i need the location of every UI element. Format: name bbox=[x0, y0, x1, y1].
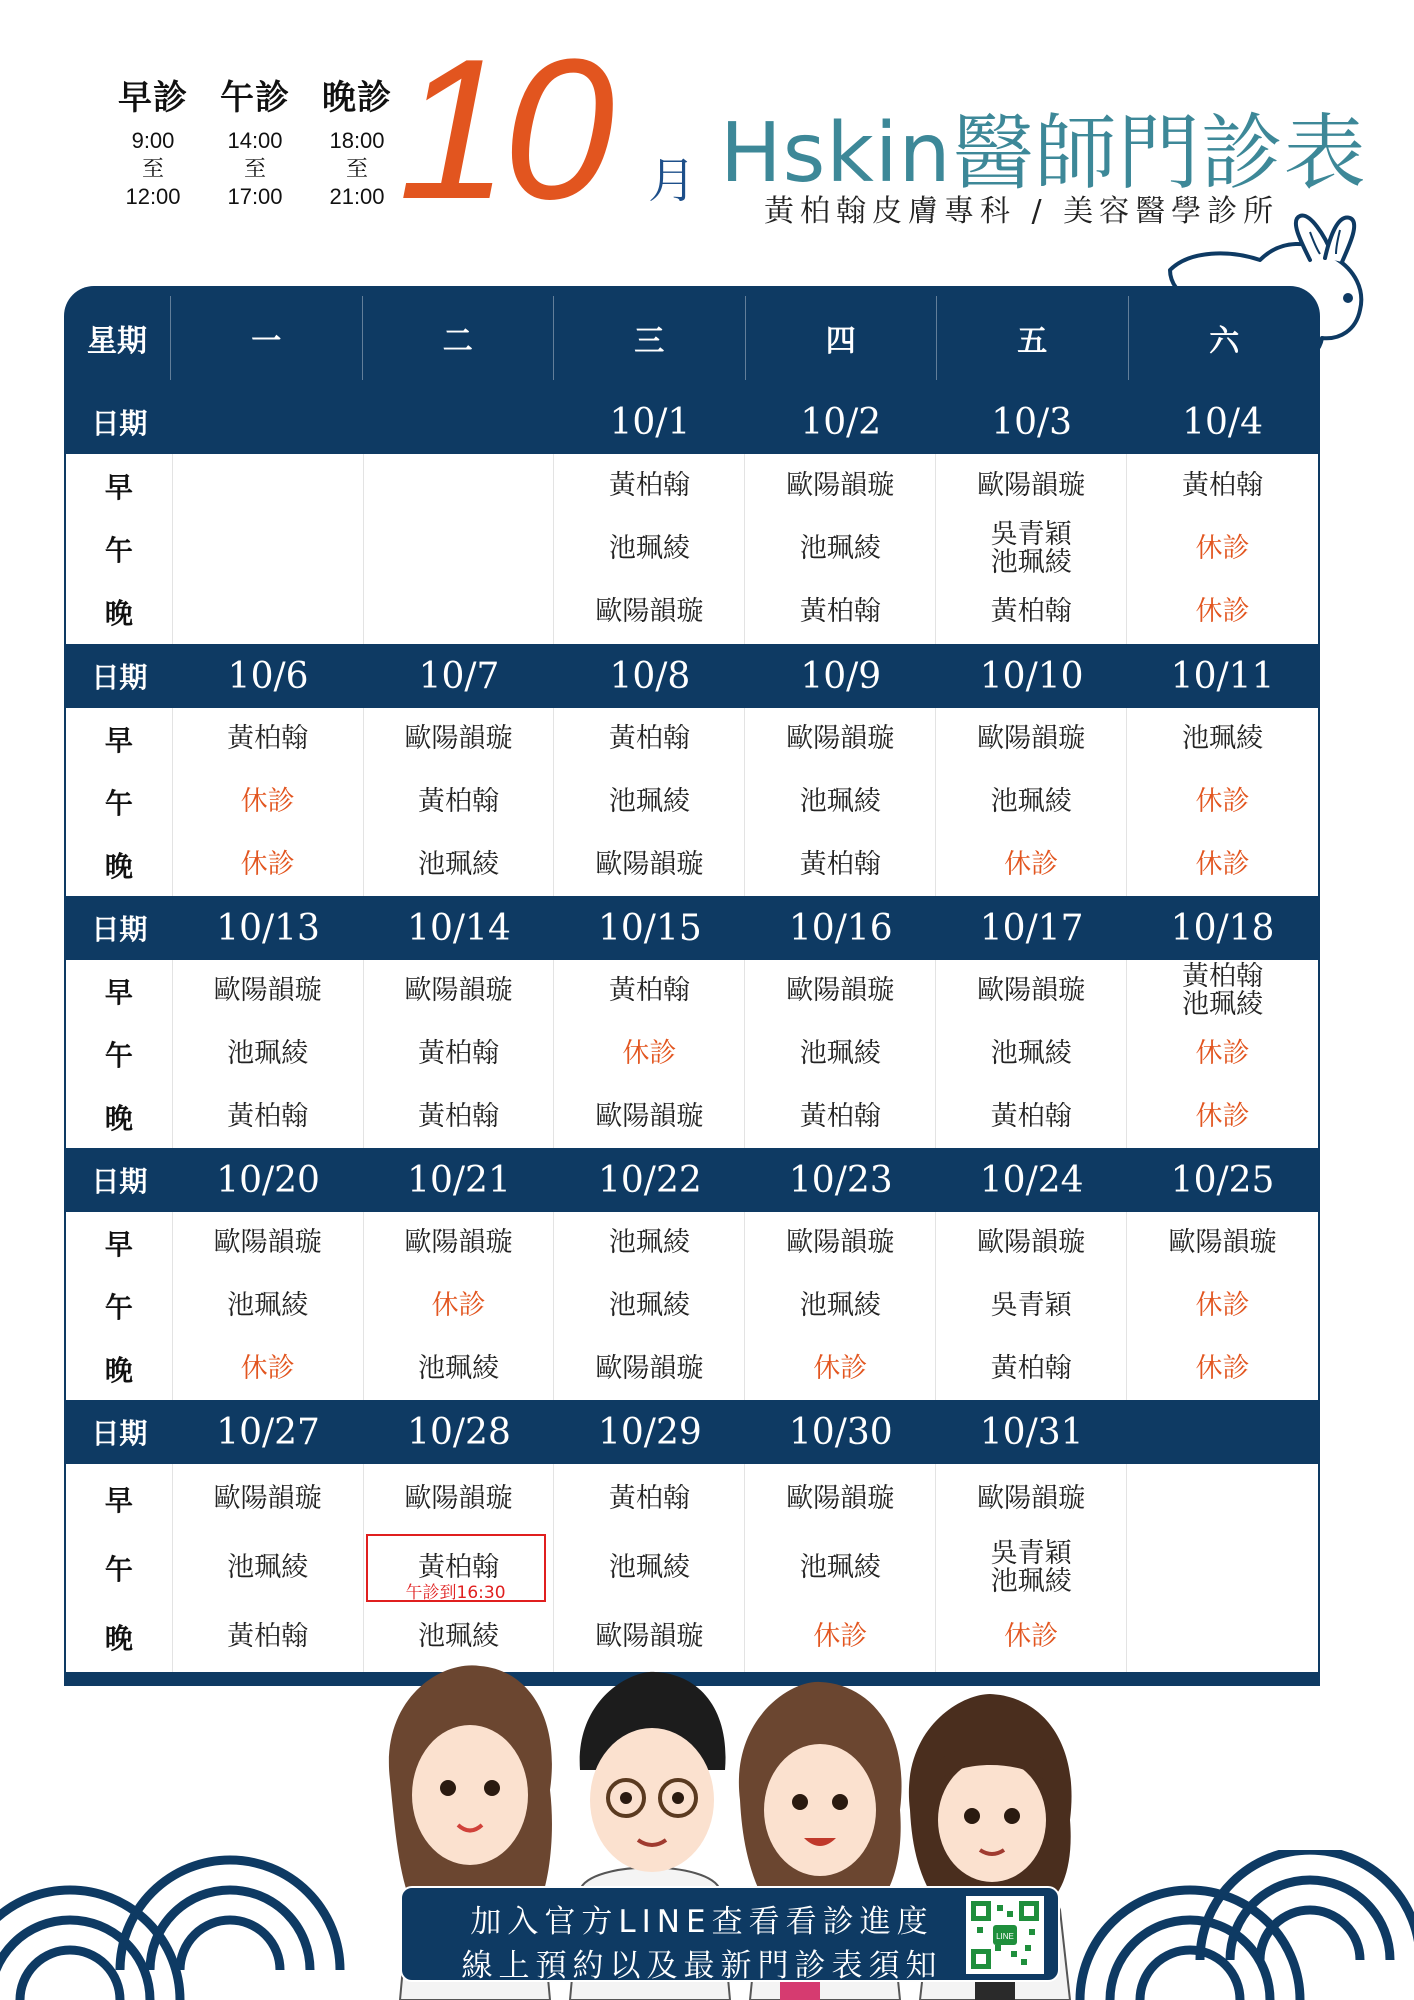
shift-cell-afternoon bbox=[936, 1039, 1126, 1069]
doctor-name: 池珮綾 bbox=[990, 1566, 1072, 1597]
hours-morning bbox=[102, 70, 204, 211]
shift-cell-evening bbox=[173, 1102, 363, 1132]
shift-cell-morning bbox=[936, 471, 1126, 501]
doctor-name: 池珮綾 bbox=[990, 1038, 1072, 1069]
date-row bbox=[66, 896, 1318, 960]
shift-cell-afternoon bbox=[745, 787, 935, 817]
doctor-name: 歐陽韻璇 bbox=[595, 1621, 704, 1653]
day-column-wed bbox=[554, 1212, 745, 1400]
doctor-name: 歐陽韻璇 bbox=[977, 1227, 1086, 1259]
doctor-name: 池珮綾 bbox=[990, 547, 1072, 578]
session-label-afternoon: 午 bbox=[104, 1290, 133, 1324]
doctor-name: 休診 bbox=[1004, 1621, 1059, 1653]
doctor-name: 池珮綾 bbox=[799, 533, 881, 564]
doctor-name: 池珮綾 bbox=[608, 1227, 690, 1259]
shift-cell-morning bbox=[1127, 963, 1318, 1019]
doctor-name: 歐陽韻璇 bbox=[213, 1482, 322, 1514]
weekday-thu: 四 bbox=[746, 296, 938, 380]
date-row bbox=[66, 1400, 1318, 1464]
week-block bbox=[64, 1148, 1320, 1400]
doctor-name: 黃柏翰 bbox=[990, 596, 1072, 628]
session-label-morning: 早 bbox=[104, 976, 133, 1010]
shift-cell-evening bbox=[173, 850, 363, 880]
shift-cell-evening bbox=[364, 850, 554, 880]
date-cell-tue: 10/28 bbox=[407, 1411, 511, 1453]
shift-cell-evening bbox=[1127, 1102, 1318, 1132]
doctor-name: 歐陽韻璇 bbox=[404, 1227, 513, 1259]
date-row-label: 日期 bbox=[91, 661, 148, 694]
day-column-mon bbox=[173, 454, 364, 644]
session-label-column bbox=[66, 1212, 173, 1400]
doctor-name: 黃柏翰 bbox=[608, 469, 690, 501]
shift-cell-afternoon bbox=[364, 1039, 554, 1069]
date-cell-sat: 10/18 bbox=[1170, 907, 1275, 949]
shift-cell-morning bbox=[936, 976, 1126, 1006]
doctor-name: 黃柏翰 bbox=[227, 1100, 309, 1132]
clinic-name: 黃柏翰皮膚專科 / 美容醫學診所 bbox=[764, 194, 1280, 229]
session-rows bbox=[66, 708, 1318, 896]
shift-cell-evening bbox=[554, 1102, 744, 1132]
shift-cell-evening bbox=[745, 850, 935, 880]
shift-cell-morning bbox=[745, 1228, 935, 1258]
doctor-name: 池珮綾 bbox=[608, 786, 690, 817]
shift-cell-afternoon bbox=[745, 534, 935, 564]
schedule-weeks bbox=[64, 390, 1320, 1672]
date-cell-wed: 10/1 bbox=[609, 401, 691, 443]
date-row-label: 日期 bbox=[91, 407, 148, 440]
doctor-name: 黃柏翰 bbox=[608, 1482, 690, 1514]
shift-cell-morning bbox=[173, 976, 363, 1006]
shift-cell-afternoon bbox=[173, 1553, 363, 1583]
doctor-name: 黃柏翰 bbox=[227, 1621, 309, 1653]
doctor-name: 休診 bbox=[1195, 786, 1250, 817]
page-title: Hskin醫師門診表 bbox=[720, 106, 1367, 201]
doctor-name: 池珮綾 bbox=[417, 1621, 499, 1653]
weekday-wed: 三 bbox=[554, 296, 746, 380]
session-label-morning: 早 bbox=[104, 1483, 133, 1517]
day-column-wed bbox=[554, 1464, 745, 1672]
shift-cell-evening bbox=[173, 1354, 363, 1384]
doctor-name: 池珮綾 bbox=[417, 848, 499, 880]
shift-cell-evening bbox=[364, 1354, 554, 1384]
shift-cell-afternoon bbox=[1127, 787, 1318, 817]
date-cell-thu: 10/23 bbox=[788, 1159, 893, 1201]
session-label-column bbox=[66, 960, 173, 1148]
date-cell-fri: 10/31 bbox=[979, 1411, 1084, 1453]
doctor-name: 歐陽韻璇 bbox=[595, 1100, 704, 1132]
date-cell-thu: 10/2 bbox=[800, 401, 882, 443]
doctor-name: 歐陽韻璇 bbox=[213, 975, 322, 1007]
date-row bbox=[66, 1148, 1318, 1212]
doctor-name: 歐陽韻璇 bbox=[786, 975, 895, 1007]
day-column-tue bbox=[364, 454, 555, 644]
doctor-name: 黃柏翰 bbox=[417, 1100, 499, 1132]
doctor-name: 休診 bbox=[1195, 596, 1250, 628]
afternoon-hours-note-box bbox=[366, 1534, 546, 1602]
shift-cell-morning bbox=[173, 724, 363, 754]
shift-cell-evening bbox=[1127, 850, 1318, 880]
shift-cell-morning bbox=[173, 1484, 363, 1514]
hours-morning-title: 早診 bbox=[118, 78, 188, 118]
day-column-tue bbox=[364, 708, 555, 896]
hours-evening-start: 18:00 bbox=[329, 128, 385, 153]
date-cell-fri: 10/10 bbox=[979, 655, 1084, 697]
doctor-name: 歐陽韻璇 bbox=[786, 1482, 895, 1514]
doctor-name: 歐陽韻璇 bbox=[404, 1482, 513, 1514]
doctor-name: 歐陽韻璇 bbox=[213, 1227, 322, 1259]
session-label-evening: 晚 bbox=[104, 849, 133, 883]
shift-cell-evening bbox=[936, 1354, 1126, 1384]
session-rows bbox=[66, 960, 1318, 1148]
day-column-wed bbox=[554, 960, 745, 1148]
doctor-name: 黃柏翰 bbox=[1182, 961, 1264, 993]
doctor-name: 黃柏翰 bbox=[990, 1352, 1072, 1384]
date-cell-mon: 10/27 bbox=[216, 1411, 320, 1453]
shift-cell-afternoon bbox=[936, 1291, 1126, 1321]
date-cell-tue: 10/7 bbox=[418, 655, 500, 697]
shift-cell-afternoon bbox=[936, 787, 1126, 817]
doctor-name: 黃柏翰 bbox=[608, 975, 690, 1007]
doctor-name: 休診 bbox=[1195, 533, 1250, 564]
date-cell-mon: 10/13 bbox=[216, 907, 320, 949]
date-cell-thu: 10/9 bbox=[800, 655, 882, 697]
doctor-name: 池珮綾 bbox=[1182, 989, 1264, 1021]
doctor-name: 休診 bbox=[622, 1038, 677, 1069]
day-column-sat bbox=[1127, 1212, 1318, 1400]
shift-cell-morning bbox=[554, 1228, 744, 1258]
day-column-wed bbox=[554, 454, 745, 644]
doctor-name: 黃柏翰 bbox=[799, 596, 881, 628]
shift-cell-afternoon bbox=[554, 534, 744, 564]
shift-cell-evening bbox=[745, 1622, 935, 1652]
session-label-afternoon: 午 bbox=[104, 1552, 133, 1586]
doctor-name: 休診 bbox=[1195, 848, 1250, 880]
shift-cell-morning bbox=[364, 976, 554, 1006]
doctor-name: 池珮綾 bbox=[227, 1038, 309, 1069]
doctor-name: 黃柏翰 bbox=[1182, 469, 1264, 501]
doctor-name: 歐陽韻璇 bbox=[595, 848, 704, 880]
shift-cell-afternoon bbox=[173, 787, 363, 817]
date-cell-sat: 10/4 bbox=[1182, 401, 1263, 443]
shift-cell-morning bbox=[745, 976, 935, 1006]
doctor-name: 休診 bbox=[1195, 1352, 1250, 1384]
doctor-name: 吳青穎 bbox=[990, 519, 1072, 550]
shift-cell-evening bbox=[554, 1622, 744, 1652]
shift-cell-afternoon bbox=[173, 1039, 363, 1069]
shift-cell-evening bbox=[554, 1354, 744, 1384]
hours-afternoon-title: 午診 bbox=[220, 78, 290, 118]
doctor-name: 歐陽韻璇 bbox=[786, 1227, 895, 1259]
schedule-table bbox=[64, 286, 1320, 1686]
doctor-name: 池珮綾 bbox=[608, 1552, 690, 1583]
doctor-name: 歐陽韻璇 bbox=[786, 469, 895, 501]
date-cell-fri: 10/17 bbox=[979, 907, 1084, 949]
hours-morning-start: 9:00 bbox=[131, 128, 175, 153]
doctor-name: 休診 bbox=[1195, 1100, 1250, 1132]
date-cell-tue: 10/14 bbox=[407, 907, 511, 949]
month-suffix: 月 bbox=[648, 153, 697, 209]
date-cell-wed: 10/15 bbox=[598, 907, 702, 949]
shift-cell-afternoon bbox=[936, 1540, 1126, 1596]
hours-evening-title: 晚診 bbox=[322, 78, 392, 118]
date-row-label: 日期 bbox=[91, 1417, 148, 1450]
hours-afternoon bbox=[204, 70, 306, 211]
hours-afternoon-end: 17:00 bbox=[227, 184, 283, 209]
shift-cell-afternoon bbox=[1127, 534, 1318, 564]
doctor-name: 黃柏翰 bbox=[608, 723, 690, 755]
date-row bbox=[66, 390, 1318, 454]
doctor-name: 池珮綾 bbox=[990, 786, 1072, 817]
day-column-sat bbox=[1127, 960, 1318, 1148]
hours-evening-end: 21:00 bbox=[329, 184, 385, 209]
doctor-name: 池珮綾 bbox=[1182, 723, 1264, 755]
hours-evening-to: 至 bbox=[345, 156, 368, 181]
doctor-name: 池珮綾 bbox=[799, 1038, 881, 1069]
doctor-name: 池珮綾 bbox=[799, 1290, 881, 1321]
shift-cell-evening bbox=[936, 1102, 1126, 1132]
shift-cell-afternoon bbox=[554, 787, 744, 817]
shift-cell-morning bbox=[745, 1484, 935, 1514]
doctor-name: 黃柏翰 bbox=[990, 1100, 1072, 1132]
day-column-fri bbox=[936, 960, 1127, 1148]
shift-cell-evening bbox=[554, 850, 744, 880]
doctor-name: 黃柏翰 bbox=[799, 848, 881, 880]
shift-cell-evening bbox=[745, 1102, 935, 1132]
doctor-name: 歐陽韻璇 bbox=[404, 975, 513, 1007]
session-label-column bbox=[66, 708, 173, 896]
doctor-name: 池珮綾 bbox=[417, 1352, 499, 1384]
shift-cell-afternoon bbox=[173, 1291, 363, 1321]
doctor-name: 池珮綾 bbox=[227, 1290, 309, 1321]
doctor-name: 黃柏翰 bbox=[417, 786, 499, 817]
day-column-thu bbox=[745, 1212, 936, 1400]
doctor-name: 休診 bbox=[1004, 848, 1059, 880]
shift-cell-morning bbox=[554, 1484, 744, 1514]
doctor-name: 休診 bbox=[240, 848, 295, 880]
shift-cell-evening bbox=[364, 1622, 554, 1652]
shift-cell-afternoon bbox=[554, 1291, 744, 1321]
shift-cell-afternoon bbox=[364, 1291, 554, 1321]
day-column-fri bbox=[936, 708, 1127, 896]
session-rows bbox=[66, 454, 1318, 644]
doctor-name: 歐陽韻璇 bbox=[595, 596, 704, 628]
shift-cell-evening bbox=[1127, 597, 1318, 627]
date-cell-wed: 10/22 bbox=[598, 1159, 702, 1201]
doctor-name: 吳青穎 bbox=[990, 1538, 1072, 1569]
shift-cell-afternoon bbox=[364, 787, 554, 817]
shift-cell-morning bbox=[364, 1228, 554, 1258]
doctor-name: 歐陽韻璇 bbox=[404, 723, 513, 755]
shift-cell-morning bbox=[554, 724, 744, 754]
session-label-evening: 晚 bbox=[104, 1622, 133, 1656]
day-column-sat bbox=[1127, 1464, 1318, 1672]
week-block bbox=[64, 1400, 1320, 1672]
hours-evening bbox=[306, 70, 408, 211]
session-label-morning: 早 bbox=[104, 470, 133, 504]
shift-cell-morning bbox=[936, 1228, 1126, 1258]
doctor-name: 池珮綾 bbox=[608, 1290, 690, 1321]
day-column-thu bbox=[745, 1464, 936, 1672]
qr-code-icon[interactable] bbox=[966, 1896, 1044, 1974]
shift-cell-evening bbox=[554, 597, 744, 627]
shift-cell-afternoon bbox=[745, 1291, 935, 1321]
shift-cell-evening bbox=[936, 597, 1126, 627]
session-rows bbox=[66, 1464, 1318, 1672]
shift-cell-afternoon bbox=[745, 1039, 935, 1069]
shift-cell-evening bbox=[173, 1622, 363, 1652]
weekday-sat: 六 bbox=[1209, 324, 1240, 359]
shift-cell-afternoon bbox=[745, 1553, 935, 1583]
week-block bbox=[64, 390, 1320, 644]
shift-cell-morning bbox=[936, 724, 1126, 754]
session-label-column bbox=[66, 1464, 173, 1672]
line-banner-text-1: 加入官方LINE查看看診進度 bbox=[470, 1904, 934, 1940]
date-cell-sat: 10/25 bbox=[1170, 1159, 1275, 1201]
hours-afternoon-to: 至 bbox=[243, 156, 266, 181]
line-banner-text-2: 線上預約以及最新門診表須知 bbox=[461, 1948, 943, 1984]
doctor-name: 休診 bbox=[1195, 1038, 1250, 1069]
session-label-afternoon: 午 bbox=[104, 1038, 133, 1072]
weekday-header-label: 星期 bbox=[64, 296, 171, 380]
weekday-mon: 一 bbox=[171, 296, 363, 380]
day-column-thu bbox=[745, 454, 936, 644]
day-column-mon bbox=[173, 1464, 364, 1672]
date-cell-sat: 10/11 bbox=[1170, 655, 1275, 697]
doctor-name: 休診 bbox=[813, 1621, 868, 1653]
doctor-name: 黃柏翰 bbox=[227, 723, 309, 755]
shift-cell-evening bbox=[745, 597, 935, 627]
shift-cell-morning bbox=[1127, 1228, 1318, 1258]
shift-cell-morning bbox=[554, 976, 744, 1006]
day-column-thu bbox=[745, 708, 936, 896]
date-cell-thu: 10/16 bbox=[788, 907, 893, 949]
day-column-fri bbox=[936, 1464, 1127, 1672]
doctor-name: 休診 bbox=[813, 1352, 868, 1384]
doctor-name: 歐陽韻璇 bbox=[977, 723, 1086, 755]
doctor-name: 休診 bbox=[431, 1290, 486, 1321]
day-column-mon bbox=[173, 960, 364, 1148]
day-column-wed bbox=[554, 708, 745, 896]
date-cell-fri: 10/24 bbox=[979, 1159, 1084, 1201]
hours-morning-to: 至 bbox=[141, 156, 164, 181]
week-block bbox=[64, 644, 1320, 896]
doctor-name: 休診 bbox=[240, 786, 295, 817]
weekday-tue: 二 bbox=[363, 296, 555, 380]
doctor-name: 歐陽韻璇 bbox=[1168, 1227, 1277, 1259]
line-banner[interactable] bbox=[400, 1886, 1060, 1982]
shift-cell-morning bbox=[364, 1484, 554, 1514]
day-column-tue bbox=[364, 1464, 555, 1672]
shift-cell-evening bbox=[745, 1354, 935, 1384]
shift-cell-morning bbox=[1127, 724, 1318, 754]
shift-cell-morning bbox=[745, 724, 935, 754]
doctor-name: 歐陽韻璇 bbox=[786, 723, 895, 755]
date-cell-mon: 10/20 bbox=[216, 1159, 320, 1201]
day-column-thu bbox=[745, 960, 936, 1148]
doctor-name: 歐陽韻璇 bbox=[595, 1352, 704, 1384]
doctor-name: 歐陽韻璇 bbox=[977, 1482, 1086, 1514]
doctor-name: 池珮綾 bbox=[227, 1552, 309, 1583]
date-cell-mon: 10/6 bbox=[227, 655, 309, 697]
doctor-name: 吳青穎 bbox=[990, 1290, 1072, 1321]
session-label-morning: 早 bbox=[104, 1228, 133, 1262]
day-column-mon bbox=[173, 708, 364, 896]
clinic-hours bbox=[102, 70, 408, 211]
session-label-morning: 早 bbox=[104, 724, 133, 758]
doctor-name: 休診 bbox=[240, 1352, 295, 1384]
shift-cell-morning bbox=[936, 1484, 1126, 1514]
date-row-label: 日期 bbox=[91, 1165, 148, 1198]
day-column-fri bbox=[936, 1212, 1127, 1400]
shift-cell-evening bbox=[364, 1102, 554, 1132]
shift-cell-afternoon bbox=[1127, 1039, 1318, 1069]
doctor-name: 池珮綾 bbox=[799, 786, 881, 817]
shift-cell-morning bbox=[554, 471, 744, 501]
doctor-name: 歐陽韻璇 bbox=[977, 975, 1086, 1007]
session-label-evening: 晚 bbox=[104, 1101, 133, 1135]
shift-cell-morning bbox=[745, 471, 935, 501]
shift-cell-morning bbox=[364, 724, 554, 754]
date-cell-fri: 10/3 bbox=[991, 401, 1073, 443]
session-label-column bbox=[66, 454, 173, 644]
shift-cell-morning bbox=[173, 1228, 363, 1258]
shift-cell-evening bbox=[936, 1622, 1126, 1652]
session-label-evening: 晚 bbox=[104, 597, 133, 631]
doctor-name: 黃柏翰 bbox=[417, 1038, 499, 1069]
doctor-name: 池珮綾 bbox=[799, 1552, 881, 1583]
date-cell-tue: 10/21 bbox=[407, 1159, 511, 1201]
doctor-name: 池珮綾 bbox=[608, 533, 690, 564]
shift-cell-evening bbox=[936, 850, 1126, 880]
doctor-name: 黃柏翰 bbox=[799, 1100, 881, 1132]
session-label-afternoon: 午 bbox=[104, 533, 133, 567]
day-column-mon bbox=[173, 1212, 364, 1400]
day-column-sat bbox=[1127, 454, 1318, 644]
day-column-sat bbox=[1127, 708, 1318, 896]
date-cell-wed: 10/8 bbox=[609, 655, 691, 697]
shift-cell-afternoon bbox=[936, 521, 1126, 577]
shift-cell-afternoon bbox=[1127, 1291, 1318, 1321]
date-cell-wed: 10/29 bbox=[598, 1411, 702, 1453]
session-label-afternoon: 午 bbox=[104, 786, 133, 820]
doctor-name: 黃柏翰 bbox=[417, 1552, 499, 1583]
date-cell-thu: 10/30 bbox=[788, 1411, 893, 1453]
afternoon-hours-note: 午診到16:30 bbox=[405, 1583, 506, 1603]
session-rows bbox=[66, 1212, 1318, 1400]
shift-cell-afternoon bbox=[554, 1553, 744, 1583]
hours-morning-end: 12:00 bbox=[125, 184, 181, 209]
shift-cell-evening bbox=[1127, 1354, 1318, 1384]
shift-cell-afternoon bbox=[554, 1039, 744, 1069]
date-row bbox=[66, 644, 1318, 708]
day-column-tue bbox=[364, 1212, 555, 1400]
day-column-fri bbox=[936, 454, 1127, 644]
qr-line-label: LINE bbox=[996, 1932, 1014, 1941]
doctor-name: 休診 bbox=[1195, 1290, 1250, 1321]
month-number: 10 bbox=[398, 18, 609, 241]
doctor-name: 歐陽韻璇 bbox=[977, 469, 1086, 501]
session-label-evening: 晚 bbox=[104, 1353, 133, 1387]
date-row-label: 日期 bbox=[91, 913, 148, 946]
week-block bbox=[64, 896, 1320, 1148]
hours-afternoon-start: 14:00 bbox=[227, 128, 283, 153]
day-column-tue bbox=[364, 960, 555, 1148]
weekday-header-row bbox=[64, 286, 1320, 390]
shift-cell-morning bbox=[1127, 471, 1318, 501]
weekday-fri: 五 bbox=[937, 296, 1129, 380]
